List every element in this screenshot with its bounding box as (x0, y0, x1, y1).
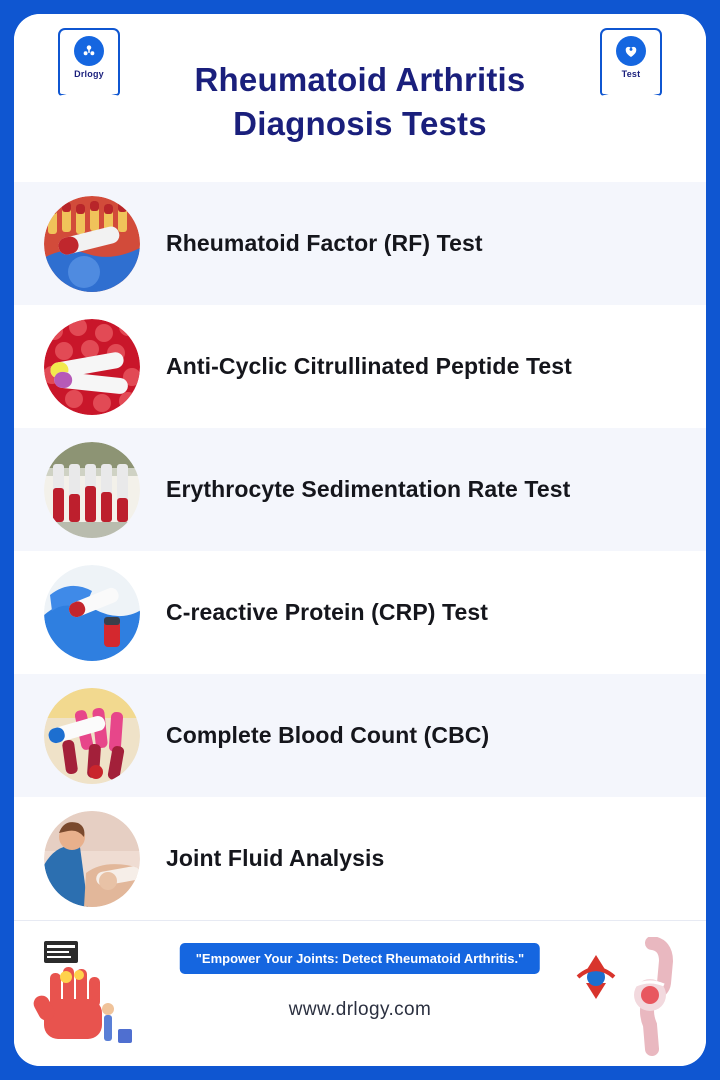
test-name: Anti-Cyclic Citrullinated Peptide Test (166, 353, 572, 379)
poster-card (14, 14, 706, 1066)
test-list-item (14, 182, 706, 305)
test-name: Rheumatoid Factor (RF) Test (166, 230, 483, 256)
poster-header (14, 14, 706, 182)
test-name: C-reactive Protein (CRP) Test (166, 599, 488, 625)
doctor-examining-knee-photo (44, 811, 140, 907)
test-list-item (14, 674, 706, 797)
page-title (14, 58, 706, 146)
test-list-item (14, 428, 706, 551)
blood-tube-gloved-hand-photo (44, 196, 140, 292)
rheumatoid-arthritis-hand-illustration (32, 937, 148, 1057)
crp-vial-gloved-hand-photo (44, 565, 140, 661)
esr-tube-rack-photo (44, 442, 140, 538)
test-list-item (14, 551, 706, 674)
test-list-item (14, 797, 706, 920)
poster-footer (14, 920, 706, 1066)
test-name: Complete Blood Count (CBC) (166, 722, 490, 748)
page-title-line-1: Rheumatoid Arthritis (194, 61, 526, 98)
cbc-tubes-photo (44, 688, 140, 784)
tagline-banner: "Empower Your Joints: Detect Rheumatoid Arthritis." (180, 943, 540, 974)
test-name: Erythrocyte Sedimentation Rate Test (166, 476, 571, 502)
brand-badge-label: Drlogy (74, 69, 104, 79)
website-url[interactable]: www.drlogy.com (288, 999, 432, 1020)
page-title-line-2: Diagnosis Tests (233, 105, 487, 142)
blood-sample-tubes-photo (44, 319, 140, 415)
test-list (14, 182, 706, 920)
test-list-item (14, 305, 706, 428)
category-badge-label: Test (621, 69, 641, 79)
knee-joint-pain-illustration (566, 937, 688, 1057)
test-name: Joint Fluid Analysis (166, 845, 385, 871)
